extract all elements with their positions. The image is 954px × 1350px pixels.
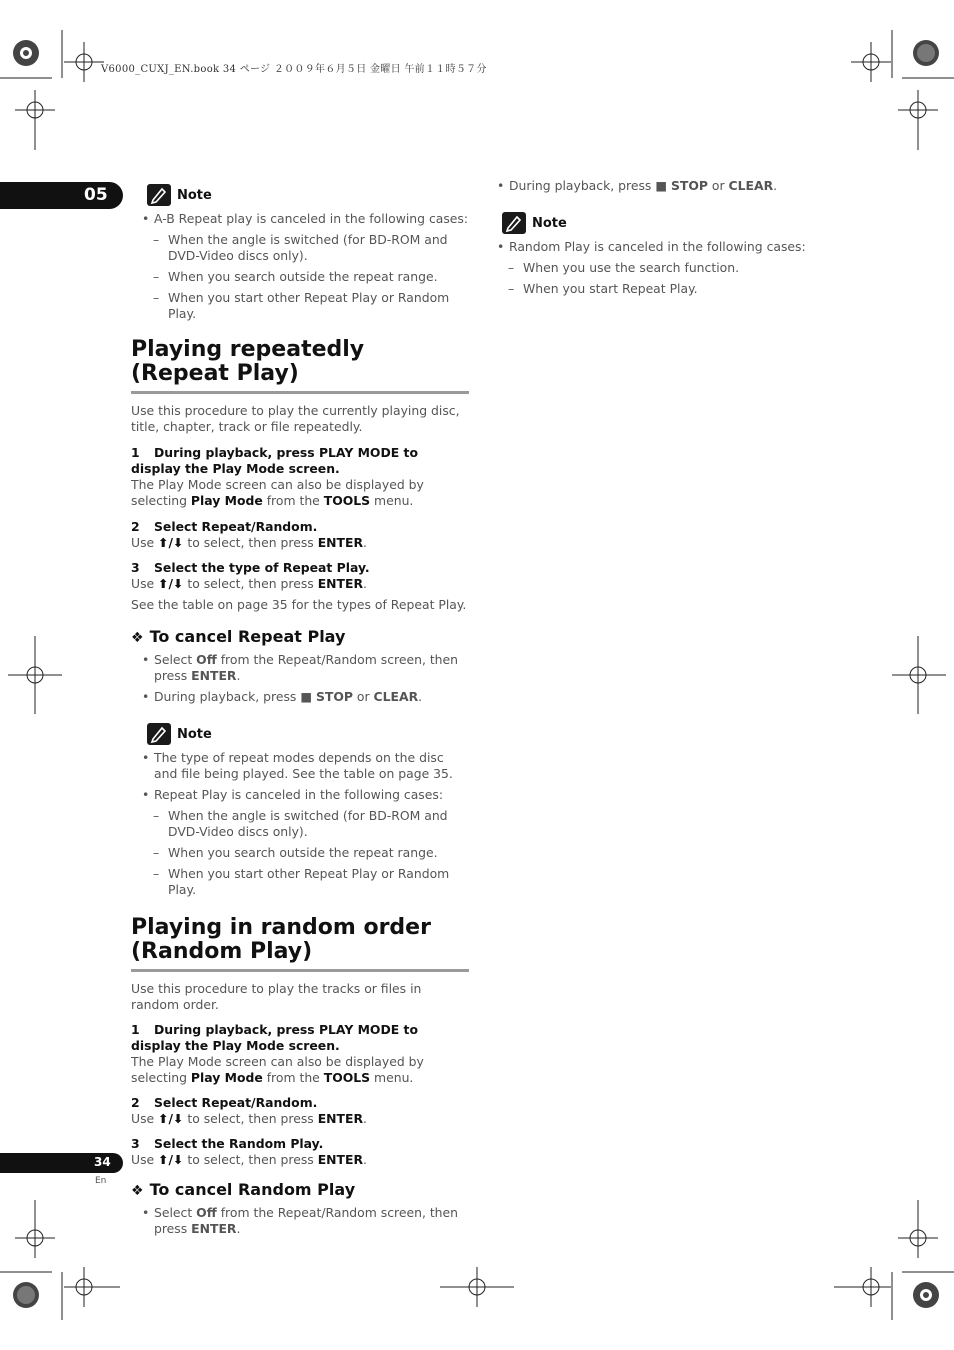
step-3: 3 Select the Random Play. (131, 1136, 324, 1151)
note-dash-item: – When you start other Repeat Play or Random Play. (131, 866, 469, 898)
note-dash-item: – When the angle is switched (for BD-ROM and DVD-Video discs only). (131, 808, 469, 840)
stop-square-icon: ■ (300, 689, 313, 704)
note-dash-item: – When you start other Repeat Play or Random Play. (131, 290, 469, 322)
note-bullet: • Repeat Play is canceled in the following cases: (131, 787, 469, 803)
step-2-desc: Use ⬆/⬇ to select, then press ENTER. (131, 535, 367, 550)
note-header (486, 212, 824, 234)
pencil-icon (147, 723, 171, 745)
right-column (486, 178, 824, 297)
note-dash-item: – When you search outside the repeat range. (131, 845, 469, 861)
cancel-bullet: • Select Off from the Repeat/Random screen, then press ENTER. (131, 652, 469, 684)
chapter-number: 05 (84, 185, 108, 205)
page-language: En (95, 1176, 107, 1186)
subheading-cancel-repeat: ❖ To cancel Repeat Play (131, 627, 346, 646)
step-3-desc: Use ⬆/⬇ to select, then press ENTER. (131, 1152, 367, 1167)
step-1: 1 During playback, press PLAY MODE to display the Play Mode screen. (131, 1022, 418, 1053)
pencil-icon (147, 184, 171, 206)
section-heading-repeat: Playing repeatedly (Repeat Play) (131, 338, 469, 394)
up-down-arrow-icon: ⬆/⬇ (158, 1111, 184, 1126)
up-down-arrow-icon: ⬆/⬇ (158, 576, 184, 591)
note-dash-item: – When the angle is switched (for BD-ROM and DVD-Video discs only). (131, 232, 469, 264)
cancel-bullet: • Select Off from the Repeat/Random screen, then press ENTER. (131, 1205, 469, 1237)
diamond-bullet-icon: ❖ (131, 1183, 144, 1199)
note-header (131, 723, 469, 745)
see-table-text: See the table on page 35 for the types of Repeat Play. (131, 597, 467, 612)
up-down-arrow-icon: ⬆/⬇ (158, 535, 184, 550)
note-bullet: • The type of repeat modes depends on the disc and file being played. See the table on page 35. (131, 750, 469, 782)
section-intro: Use this procedure to play the currently playing disc, title, chapter, track or file repeatedly. (131, 403, 460, 434)
cancel-bullet: • During playback, press ■ STOP or CLEAR. (486, 178, 824, 194)
left-column (131, 184, 469, 1237)
note-dash-item: – When you start Repeat Play. (486, 281, 824, 297)
section-intro: Use this procedure to play the tracks or files in random order. (131, 981, 422, 1012)
note-header (131, 184, 469, 206)
step-1-desc: The Play Mode screen can also be displayed by selecting Play Mode from the TOOLS menu. (131, 477, 424, 508)
note-bullet: • Random Play is canceled in the following cases: (486, 239, 824, 255)
step-3: 3 Select the type of Repeat Play. (131, 560, 370, 575)
step-1: 1 During playback, press PLAY MODE to display the Play Mode screen. (131, 445, 418, 476)
step-1-desc: The Play Mode screen can also be displayed by selecting Play Mode from the TOOLS menu. (131, 1054, 424, 1085)
step-3-desc: Use ⬆/⬇ to select, then press ENTER. (131, 576, 367, 591)
pencil-icon (502, 212, 526, 234)
note-label: Note (177, 726, 212, 742)
subheading-cancel-random: ❖ To cancel Random Play (131, 1180, 356, 1199)
section-heading-random: Playing in random order (Random Play) (131, 916, 469, 972)
step-2-desc: Use ⬆/⬇ to select, then press ENTER. (131, 1111, 367, 1126)
up-down-arrow-icon: ⬆/⬇ (158, 1152, 184, 1167)
note-label: Note (532, 215, 567, 231)
note-dash-item: – When you search outside the repeat range. (131, 269, 469, 285)
cancel-bullet: • During playback, press ■ STOP or CLEAR. (131, 689, 469, 705)
step-2: 2 Select Repeat/Random. (131, 1095, 318, 1110)
step-2: 2 Select Repeat/Random. (131, 519, 318, 534)
note-dash-item: – When you use the search function. (486, 260, 824, 276)
diamond-bullet-icon: ❖ (131, 630, 144, 646)
page-number: 34 (94, 1155, 111, 1169)
note-bullet: • A-B Repeat play is canceled in the following cases: (131, 211, 469, 227)
note-label: Note (177, 187, 212, 203)
stop-square-icon: ■ (655, 178, 668, 193)
print-header-info: V6000_CUXJ_EN.book 34 ページ ２００９年６月５日 金曜日 午前１１時５７分 (101, 64, 487, 75)
